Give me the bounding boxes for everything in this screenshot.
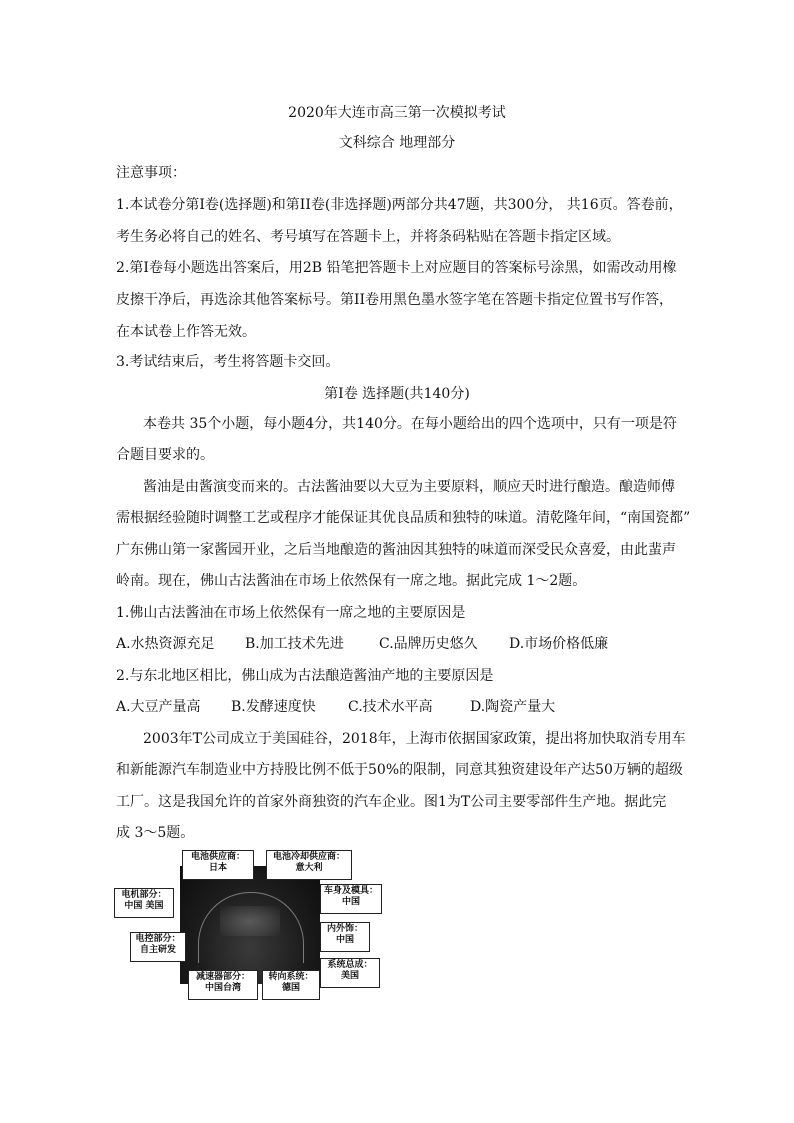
question-1-option-b[interactable]: B.加工技术先进 bbox=[245, 636, 344, 652]
label-system bbox=[320, 958, 380, 988]
question-1-stem: 1.佛山古法酱油在市场上依然保有一席之地的主要原因是 bbox=[116, 605, 466, 621]
label-reducer-value: 中国台湾 bbox=[204, 983, 241, 993]
label-battery-supplier-title: 电池供应商： bbox=[190, 852, 245, 862]
notice-item-2-line-2: 皮擦干净后，再选涂其他答案标号。第II卷用黑色墨水签字笔在答题卡指定位置书写作答， bbox=[116, 292, 674, 308]
notice-item-3: 3.考试结束后，考生将答题卡交回。 bbox=[116, 354, 340, 370]
question-2-option-b[interactable]: B.发酵速度快 bbox=[231, 699, 316, 715]
section-title: 第I卷 选择题(共140分) bbox=[324, 386, 470, 402]
exam-title: 2020年大连市高三第一次模拟考试 bbox=[288, 105, 506, 121]
question-2-options bbox=[116, 697, 555, 717]
question-2-stem: 2.与东北地区相比，佛山成为古法酿造酱油产地的主要原因是 bbox=[116, 668, 494, 684]
passage-2-line-3: 工厂。这是我国允许的首家外商独资的汽车企业。图1为T公司主要零部件生产地。据此完 bbox=[116, 794, 667, 810]
label-battery-cooling bbox=[266, 850, 352, 880]
label-control-value: 自主研发 bbox=[139, 945, 176, 955]
label-reducer-title: 减速器部分： bbox=[195, 972, 250, 982]
label-body-mold bbox=[320, 884, 382, 914]
section-intro-line-2: 合题目要求的。 bbox=[116, 447, 214, 463]
question-1-option-c[interactable]: C.品牌历史悠久 bbox=[379, 636, 478, 652]
figure-1-parts-origin bbox=[112, 846, 384, 1006]
car-photo bbox=[180, 866, 320, 984]
question-1-options bbox=[116, 634, 608, 654]
question-1-option-a[interactable]: A.水热资源充足 bbox=[116, 636, 215, 652]
question-2-option-a[interactable]: A.大豆产量高 bbox=[116, 699, 201, 715]
question-2-option-c[interactable]: C.技术水平高 bbox=[348, 699, 433, 715]
notice-item-1-line-2: 考生务必将自己的姓名、考号填写在答题卡上，并将条码粘贴在答题卡指定区域。 bbox=[116, 229, 620, 245]
passage-1-line-1: 酱油是由酱演变而来的。古法酱油要以大豆为主要原料，顺应天时进行酿造。酿造师傅 bbox=[143, 479, 675, 495]
car-silhouette bbox=[198, 892, 304, 963]
exam-subtitle: 文科综合 地理部分 bbox=[338, 135, 456, 151]
passage-1-line-3: 广东佛山第一家酱园开业，之后当地酿造的酱油因其独特的味道而深受民众喜爱，由此蜚声 bbox=[116, 542, 676, 558]
notice-item-1-line-1: 1.本试卷分第I卷(选择题)和第II卷(非选择题)两部分共47题，共300分， 共16页。答卷前， bbox=[116, 197, 683, 213]
label-control-title: 电控部分： bbox=[135, 934, 181, 944]
label-reducer bbox=[188, 970, 258, 1000]
label-battery-cooling-value: 意大利 bbox=[295, 863, 323, 873]
label-motor-title: 电机部分： bbox=[121, 890, 167, 900]
label-interior-title: 内外饰： bbox=[326, 924, 363, 934]
label-control bbox=[130, 932, 186, 962]
passage-2-line-4: 成 3～5题。 bbox=[116, 825, 195, 841]
label-interior bbox=[320, 922, 370, 952]
question-2-option-d[interactable]: D.陶瓷产量大 bbox=[470, 699, 556, 715]
question-1-option-d[interactable]: D.市场价格低廉 bbox=[509, 636, 609, 652]
label-steering-value: 德国 bbox=[281, 983, 300, 993]
label-battery-supplier-value: 日本 bbox=[208, 863, 227, 873]
label-steering bbox=[262, 970, 320, 1000]
label-battery-cooling-title: 电池冷却供应商： bbox=[272, 852, 345, 862]
label-system-title: 系统总成： bbox=[327, 960, 373, 970]
notice-item-2-line-1: 2.第I卷每小题选出答案后，用2B 铅笔把答题卡上对应题目的答案标号涂黑，如需改动用橡 bbox=[116, 260, 677, 276]
passage-2-line-2: 和新能源汽车制造业中方持股比例不低于50%的限制，同意其独资建设年产达50万辆的超级 bbox=[116, 762, 683, 778]
label-steering-title: 转向系统： bbox=[268, 972, 314, 982]
section-intro-line-1: 本卷共 35个小题，每小题4分，共140分。在每小题给出的四个选项中，只有一项是符 bbox=[143, 416, 677, 432]
notice-heading: 注意事项： bbox=[116, 165, 186, 181]
notice-item-2-line-3: 在本试卷上作答无效。 bbox=[116, 324, 256, 340]
label-system-value: 美国 bbox=[340, 971, 359, 981]
label-body-mold-value: 中国 bbox=[341, 897, 360, 907]
label-interior-value: 中国 bbox=[335, 935, 354, 945]
label-battery-supplier bbox=[182, 850, 254, 880]
passage-1-line-4: 岭南。现在，佛山古法酱油在市场上依然保有一席之地。据此完成 1～2题。 bbox=[116, 573, 587, 589]
passage-2-line-1: 2003年T公司成立于美国硅谷，2018年，上海市依据国家政策，提出将加快取消专用车 bbox=[143, 731, 686, 747]
passage-1-line-2: 需根据经验随时调整工艺或程序才能保证其优良品质和独特的味道。清乾隆年间，“南国瓷都” bbox=[116, 510, 691, 526]
label-body-mold-title: 车身及模具： bbox=[323, 886, 378, 896]
label-motor-value: 中国 美国 bbox=[124, 901, 164, 911]
label-motor bbox=[114, 888, 174, 918]
